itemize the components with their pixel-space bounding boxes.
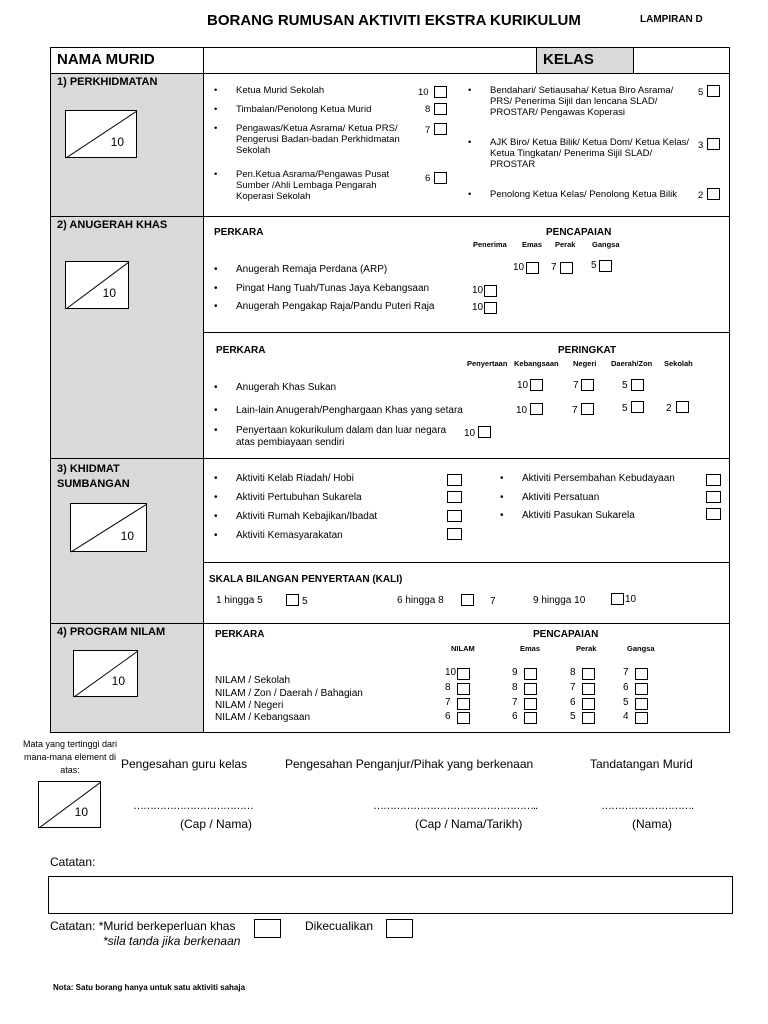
list-item: • Aktiviti Pasukan Sukarela [522,510,635,522]
score-value: 6 [570,697,576,708]
nilam-row-label: NILAM / Zon / Daerah / Bahagian [215,688,363,699]
checkbox[interactable] [581,403,594,415]
checkbox[interactable] [447,474,462,486]
list-item: • Anugerah Pengakap Raja/Pandu Puteri Raja [236,301,434,313]
dikecualikan-label: Dikecualikan [305,919,374,933]
perkara-heading: PERKARA [216,345,266,356]
score-value: 4 [623,711,629,722]
checkbox[interactable] [434,86,447,98]
score-value: 10 [517,380,529,391]
checkbox[interactable] [484,302,497,314]
score-value: 5 [622,403,628,414]
list-item: • Aktiviti Persembahan Kebudayaan [522,473,675,485]
score-value: 5 [623,697,629,708]
section-perkhidmatan-heading: 1) PERKHIDMATAN [57,76,158,88]
kelas-label: KELAS [543,51,594,68]
column-header: Sekolah [664,359,693,368]
diagonal-line-icon [74,651,139,698]
checkbox[interactable] [707,138,720,150]
list-item: • Penolong Ketua Kelas/ Penolong Ketua Bilik [490,189,700,200]
checkbox[interactable] [461,594,474,606]
checkbox[interactable] [434,123,447,135]
checkbox[interactable] [478,426,491,438]
score-value: 7 [445,697,451,708]
score-value: 3 [698,140,704,151]
murid-signature-label: Tandatangan Murid [590,757,693,771]
checkbox[interactable] [447,491,462,503]
checkbox[interactable] [447,528,462,540]
score-box-perkhidmatan[interactable]: 10 [65,110,137,158]
section-khidmat-sumbangan-heading: 3) KHIDMAT SUMBANGAN [57,463,130,490]
score-value: 7 [572,405,578,416]
list-item: • Aktiviti Kemasyarakatan [236,530,343,542]
guru-kelas-label: Pengesahan guru kelas [121,757,248,771]
signature-line-guru[interactable]: ……………………………… [133,800,253,812]
score-value: 5 [302,596,308,607]
checkbox[interactable] [457,698,470,710]
column-header: Penerima [473,240,507,249]
checkbox[interactable] [631,401,644,413]
checkbox[interactable] [582,698,595,710]
penganjur-label: Pengesahan Penganjur/Pihak yang berkenaan [285,757,534,771]
nilam-row-label: NILAM / Sekolah [215,675,291,686]
score-value: 5 [570,711,576,722]
score-value: 8 [445,682,451,693]
diagonal-line-icon [66,262,130,310]
section-anugerah-khas-heading: 2) ANUGERAH KHAS [57,219,168,231]
score-value: 8 [425,104,431,115]
score-box-nilam[interactable]: 10 [73,650,138,697]
perkara-heading: PERKARA [215,629,265,640]
checkbox[interactable] [582,712,595,724]
score-box-final[interactable]: 10 [38,781,101,828]
tick-instruction: *sila tanda jika berkenaan [103,934,241,948]
score-value: 6 [512,711,518,722]
list-item: • Penyertaan kokurikulum dalam dan luar negara atas pembiayaan sendiri [236,425,456,449]
list-item: • Aktiviti Pertubuhan Sukarela [236,492,362,504]
score-value: 6 [623,682,629,693]
diagonal-line-icon [66,111,138,159]
cap-nama-label: (Cap / Nama) [180,817,253,831]
peringkat-heading: PERINGKAT [558,345,617,356]
diagonal-line-icon [39,782,102,829]
mata-tertinggi-label: Mata yang tertinggi dari mana-mana element di atas: [22,739,118,775]
score-value: 10 [445,667,457,678]
special-needs-label: Catatan: *Murid berkeperluan khas [50,919,236,933]
score-value: 10 [516,405,528,416]
footnote: Nota: Satu borang hanya untuk satu aktiviti sahaja [53,983,246,992]
checkbox[interactable] [524,668,537,680]
checkbox[interactable] [706,508,721,520]
checkbox[interactable] [599,260,612,272]
pencapaian-heading: PENCAPAIAN [546,227,612,238]
score-value: 6 [445,711,451,722]
score-value: 10 [464,428,476,439]
column-header: Emas [520,644,541,653]
score-value: 5 [622,380,628,391]
list-item: • Bendahari/ Setiausaha/ Ketua Biro Asrama/ PRS/ Penerima Sijil dan lencana SLAD/ PROSTAR/ Pengawas Koperasi [490,85,690,118]
special-needs-checkbox[interactable] [254,919,281,938]
catatan-label: Catatan: [50,855,96,869]
cap-nama-tarikh-label: (Cap / Nama/Tarikh) [415,817,523,831]
checkbox[interactable] [434,172,447,184]
list-item: • Timbalan/Penolong Ketua Murid [236,104,416,115]
checkbox[interactable] [530,403,543,415]
signature-line-murid[interactable]: ………………………. [601,800,694,812]
list-item: • Ketua Murid Sekolah [236,85,416,96]
list-item: • Anugerah Remaja Perdana (ARP) [236,264,387,276]
perkara-heading: PERKARA [214,227,264,238]
checkbox[interactable] [707,188,720,200]
form-title: BORANG RUMUSAN AKTIVITI EKSTRA KURIKULUM [207,12,581,29]
section-program-nilam-heading: 4) PROGRAM NILAM [57,626,166,638]
nilam-row-label: NILAM / Kebangsaan [215,712,311,723]
column-header: NILAM [451,644,475,653]
checkbox[interactable] [706,474,721,486]
list-item: • Pengawas/Ketua Asrama/ Ketua PRS/ Pengerusi Badan-badan Perkhidmatan Sekolah [236,123,416,156]
checkbox[interactable] [631,379,644,391]
score-value: 6 [425,173,431,184]
checkbox[interactable] [707,85,720,97]
score-value: 5 [698,87,704,98]
skala-range: 9 hingga 10 [533,595,586,606]
signature-line-penganjur[interactable]: ………………………………………….. [373,800,538,812]
checkbox[interactable] [582,668,595,680]
column-header: Kebangsaan [514,359,559,368]
score-value: 7 [570,682,576,693]
checkbox[interactable] [457,668,470,680]
nilam-row-label: NILAM / Negeri [215,700,284,711]
score-value: 10 [472,302,484,313]
score-value: 2 [698,190,704,201]
checkbox[interactable] [530,379,543,391]
score-box-khidmat[interactable]: 10 [70,503,147,552]
skala-heading: SKALA BILANGAN PENYERTAAN (KALI) [209,574,403,585]
checkbox[interactable] [526,262,539,274]
column-header: Negeri [573,359,597,368]
checkbox[interactable] [635,698,648,710]
score-value: 7 [623,667,629,678]
checkbox[interactable] [524,712,537,724]
column-header: Gangsa [627,644,655,653]
column-header: Gangsa [592,240,620,249]
score-value: 5 [591,260,597,271]
checkbox[interactable] [676,401,689,413]
list-item: • Aktiviti Kelab Riadah/ Hobi [236,473,354,485]
checkbox[interactable] [484,285,497,297]
checkbox[interactable] [286,594,299,606]
score-value: 10 [625,594,637,605]
checkbox[interactable] [457,712,470,724]
appendix-label: LAMPIRAN D [640,14,703,25]
checkbox[interactable] [635,668,648,680]
kelas-field[interactable] [635,49,729,72]
list-item: • Aktiviti Persatuan [522,492,599,504]
column-header: Perak [576,644,597,653]
column-header: Penyertaan [467,359,508,368]
checkbox[interactable] [635,683,648,695]
list-item: • Pen.Ketua Asrama/Pengawas Pusat Sumber /Ahli Lembaga Pengarah Koperasi Sekolah [236,169,416,202]
list-item: • Anugerah Khas Sukan [236,382,336,394]
checkbox[interactable] [447,510,462,522]
checkbox[interactable] [706,491,721,503]
column-header: Daerah/Zon [611,359,653,368]
score-value: 8 [570,667,576,678]
score-value: 7 [490,596,496,607]
list-item: • AJK Biro/ Ketua Bilik/ Ketua Dom/ Ketua Kelas/ Ketua Tingkatan/ Penerima Sijil SLAD/ PROSTAR [490,137,690,170]
checkbox[interactable] [560,262,573,274]
skala-range: 1 hingga 5 [216,595,263,606]
nama-murid-label: NAMA MURID [57,51,155,68]
column-header: Emas [522,240,543,249]
score-value: 10 [513,262,525,273]
pencapaian-heading: PENCAPAIAN [533,629,599,640]
checkbox[interactable] [524,683,537,695]
checkbox[interactable] [611,593,624,605]
score-value: 7 [425,125,431,136]
skala-range: 6 hingga 8 [397,595,444,606]
checkbox[interactable] [635,712,648,724]
score-value: 2 [666,403,672,414]
list-item: • Aktiviti Rumah Kebajikan/Ibadat [236,511,377,523]
checkbox[interactable] [434,103,447,115]
score-value: 7 [551,262,557,273]
checkbox[interactable] [524,698,537,710]
list-item: • Lain-lain Anugerah/Penghargaan Khas yang setara [236,405,463,417]
checkbox[interactable] [457,683,470,695]
score-value: 9 [512,667,518,678]
score-value: 10 [472,285,484,296]
nama-murid-field[interactable] [205,49,535,72]
catatan-textbox[interactable] [48,876,733,914]
score-value: 10 [418,87,429,98]
dikecualikan-checkbox[interactable] [386,919,413,938]
list-item: • Pingat Hang Tuah/Tunas Jaya Kebangsaan [236,283,429,295]
column-header: Perak [555,240,576,249]
score-value: 7 [573,380,579,391]
nama-label: (Nama) [632,817,673,831]
score-value: 8 [512,682,518,693]
score-box-anugerah[interactable]: 10 [65,261,129,309]
diagonal-line-icon [71,504,148,553]
checkbox[interactable] [582,683,595,695]
score-value: 7 [512,697,518,708]
checkbox[interactable] [581,379,594,391]
